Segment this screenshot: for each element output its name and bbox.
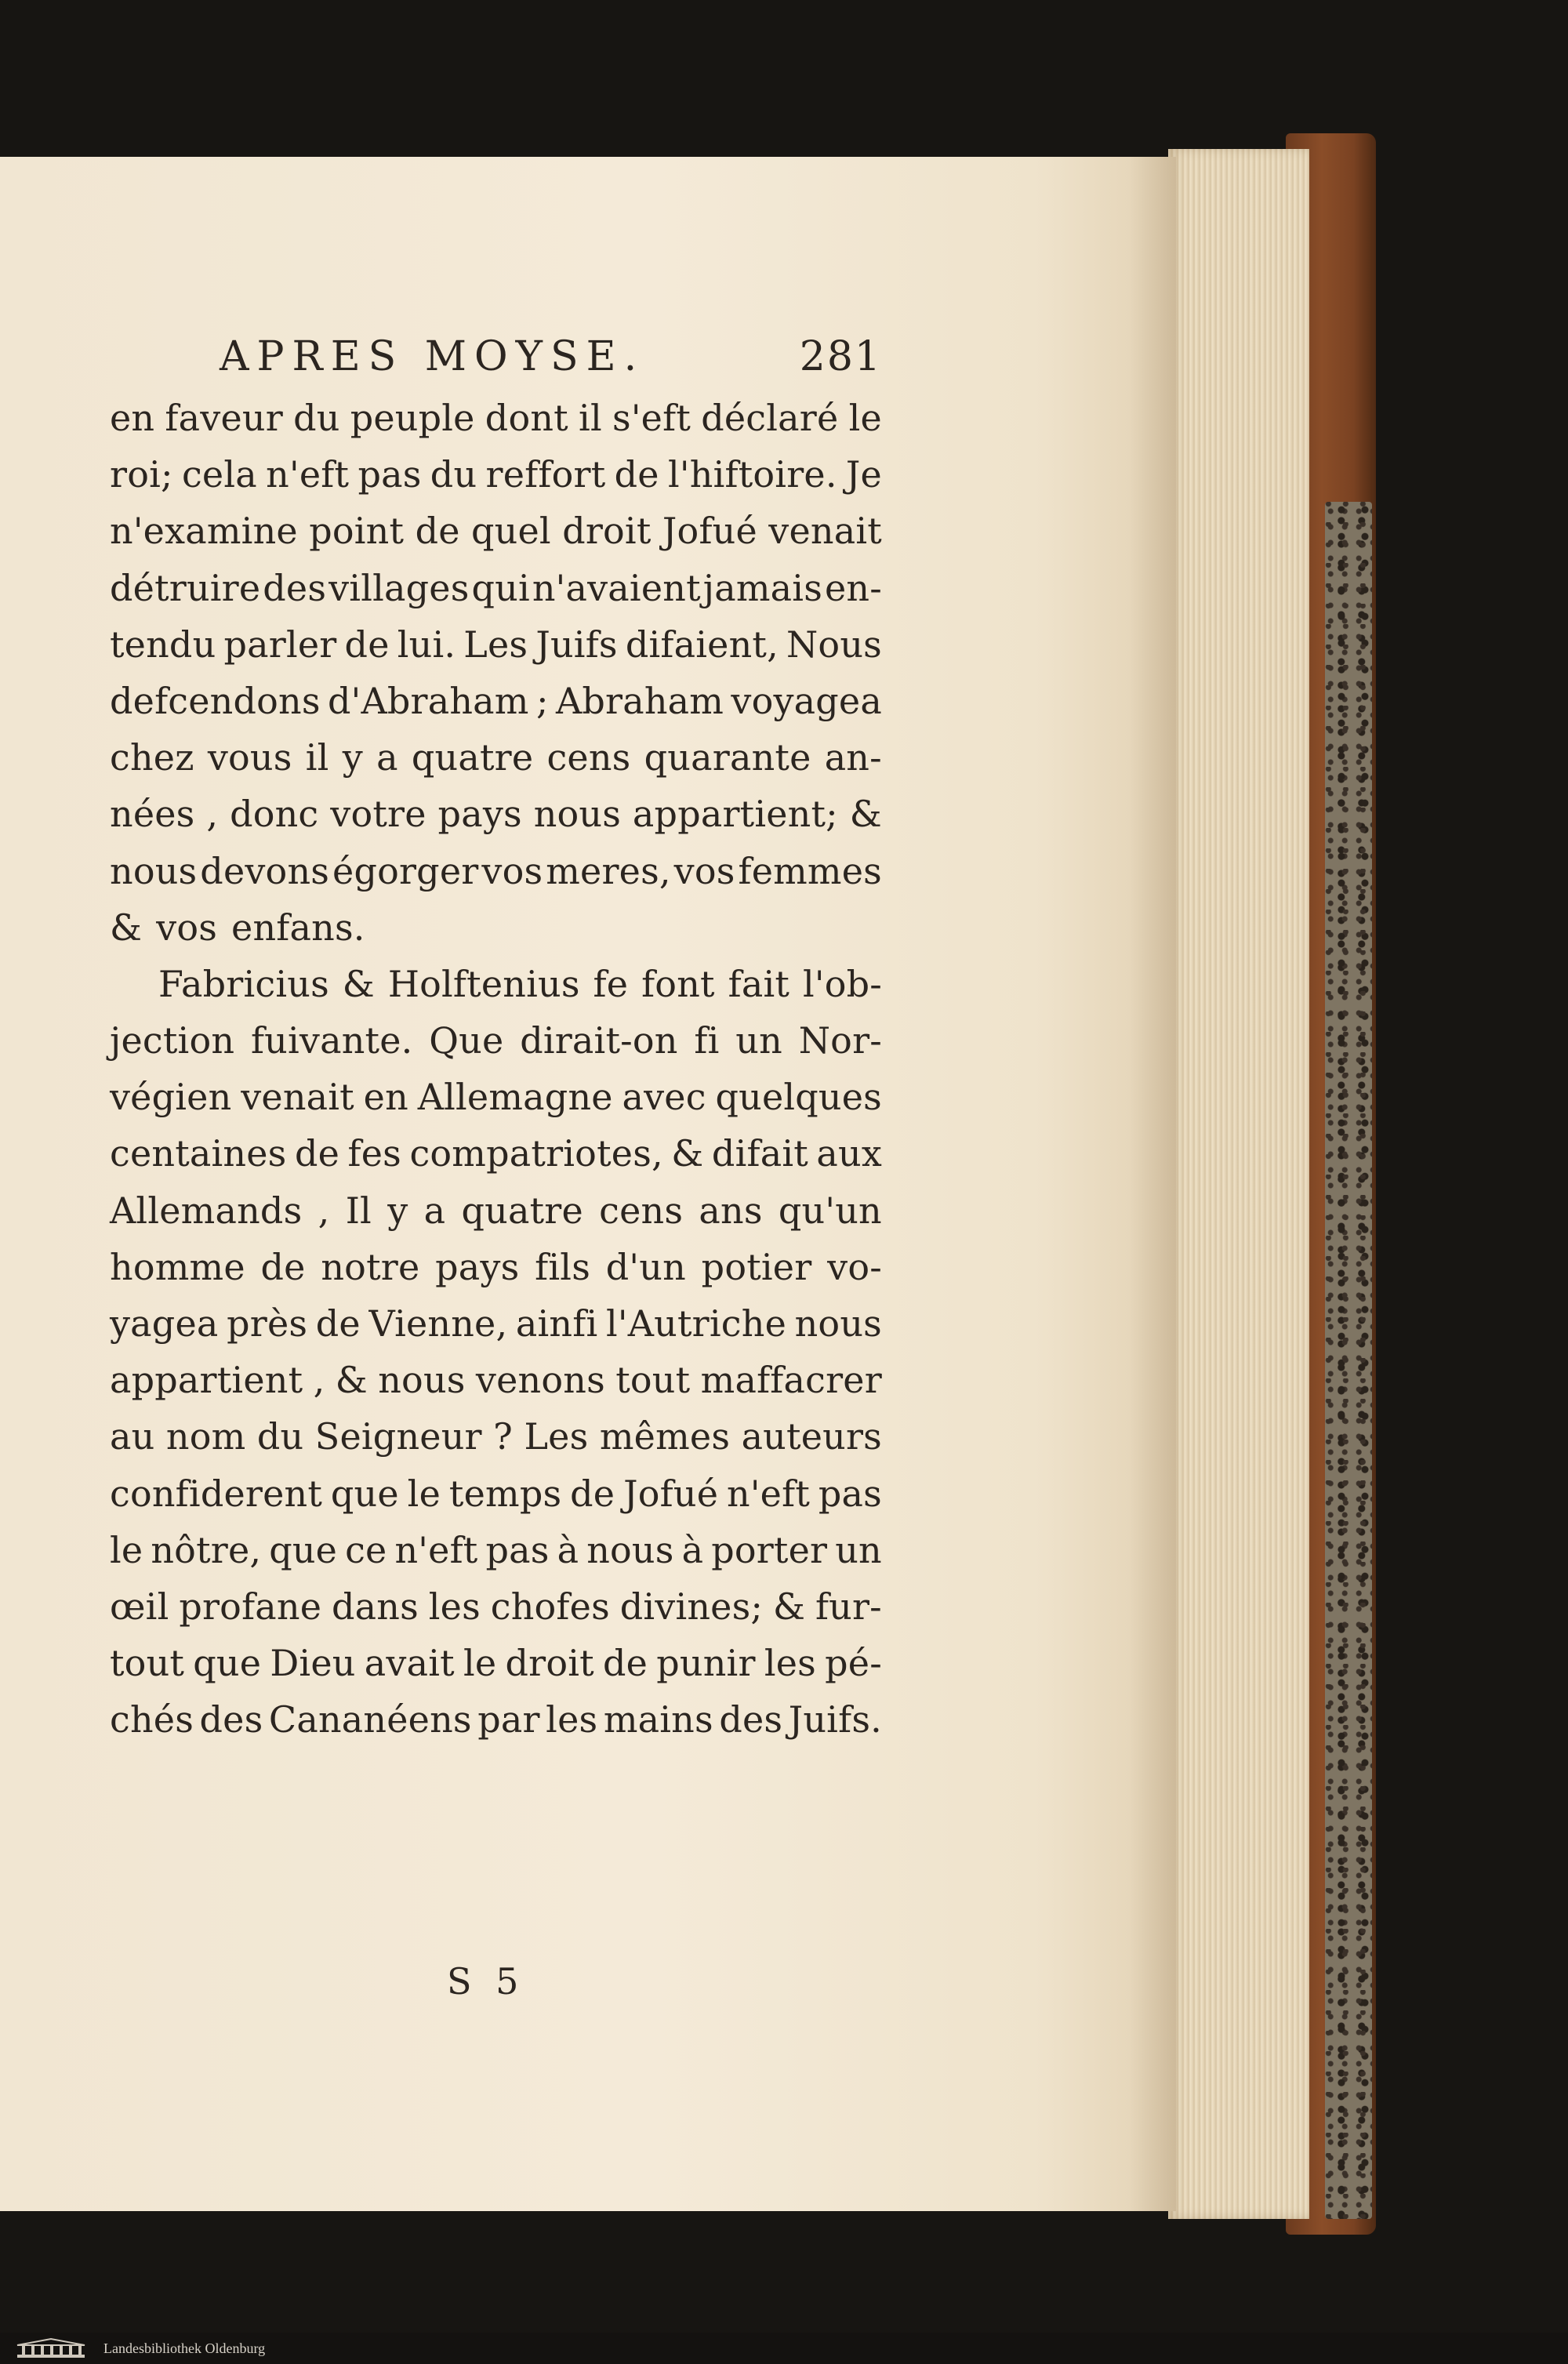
word: un bbox=[735, 1019, 782, 1062]
word: de bbox=[260, 1245, 306, 1288]
word: villages bbox=[328, 566, 470, 609]
word: qui bbox=[471, 566, 530, 609]
word: n'eft bbox=[266, 453, 350, 496]
word: reffort bbox=[485, 453, 606, 496]
word: an- bbox=[824, 736, 882, 779]
text-line bbox=[110, 1012, 882, 1069]
word: mêmes bbox=[599, 1415, 731, 1458]
text-line bbox=[110, 786, 882, 842]
word: Il bbox=[345, 1189, 372, 1232]
word: cens bbox=[546, 736, 631, 779]
word: de bbox=[603, 1642, 648, 1685]
word: a bbox=[376, 736, 398, 779]
word: de bbox=[344, 623, 390, 666]
word: Nous bbox=[786, 623, 882, 666]
word: auteurs bbox=[741, 1415, 882, 1458]
word: jection bbox=[110, 1019, 235, 1062]
word: le bbox=[848, 397, 882, 439]
word: Holftenius bbox=[387, 962, 580, 1005]
word: devons bbox=[200, 849, 330, 892]
word: cela bbox=[181, 453, 257, 496]
word: n'avaient bbox=[532, 566, 701, 609]
text-line bbox=[110, 560, 882, 616]
word: le bbox=[463, 1642, 497, 1685]
word: fi bbox=[694, 1019, 720, 1062]
word: punir bbox=[656, 1642, 756, 1685]
word: déclaré bbox=[701, 397, 839, 439]
word: quelques bbox=[715, 1076, 882, 1119]
word: quel bbox=[471, 510, 551, 553]
text-line bbox=[110, 1522, 882, 1578]
word: , bbox=[318, 1189, 330, 1232]
word: venait bbox=[241, 1076, 354, 1119]
word: faveur bbox=[165, 397, 283, 439]
word: dans bbox=[332, 1585, 419, 1628]
word: chofes bbox=[490, 1585, 610, 1628]
text-line bbox=[110, 446, 882, 503]
text-line bbox=[110, 673, 882, 729]
word: Allemands bbox=[110, 1189, 303, 1232]
word: près bbox=[227, 1302, 308, 1345]
word: profane bbox=[179, 1585, 322, 1628]
word: quatre bbox=[461, 1189, 583, 1232]
word: votre bbox=[330, 793, 426, 836]
word: de bbox=[614, 453, 659, 496]
text-line bbox=[110, 1295, 882, 1352]
word: Je bbox=[845, 453, 882, 496]
word: nom bbox=[165, 1415, 246, 1458]
word: & bbox=[342, 962, 375, 1005]
page-gutter-shadow bbox=[1129, 157, 1176, 2211]
word: divines; bbox=[619, 1585, 764, 1628]
word: végien bbox=[110, 1076, 232, 1119]
word: & bbox=[110, 906, 143, 949]
word: n'eft bbox=[727, 1472, 811, 1515]
word: au bbox=[110, 1415, 155, 1458]
word: des bbox=[199, 1698, 263, 1741]
text-line bbox=[110, 503, 882, 559]
word: n'eft bbox=[394, 1528, 478, 1571]
word: Les bbox=[524, 1415, 589, 1458]
word: Seigneur bbox=[314, 1415, 482, 1458]
library-logo-icon bbox=[16, 2337, 86, 2359]
signature-mark: S 5 bbox=[447, 1960, 525, 2003]
word: qu'un bbox=[778, 1189, 882, 1232]
word: nous bbox=[533, 793, 622, 836]
body-text bbox=[110, 390, 882, 1748]
word: confiderent bbox=[110, 1472, 323, 1515]
word: fait bbox=[728, 962, 790, 1005]
word: tendu bbox=[110, 623, 216, 666]
word: que bbox=[193, 1642, 262, 1685]
word: quatre bbox=[411, 736, 534, 779]
word: y bbox=[342, 736, 363, 779]
word: difaient, bbox=[625, 623, 779, 666]
word: & bbox=[772, 1585, 806, 1628]
word: Les bbox=[463, 623, 528, 666]
word: d'un bbox=[605, 1245, 686, 1288]
word: du bbox=[293, 397, 340, 439]
text-block bbox=[110, 325, 882, 1748]
word: en bbox=[363, 1076, 408, 1119]
word: détruire bbox=[110, 566, 261, 609]
word: un bbox=[835, 1528, 882, 1571]
word: venons bbox=[475, 1359, 605, 1402]
word: dont bbox=[485, 397, 568, 439]
word: a bbox=[423, 1189, 446, 1232]
word: pas bbox=[818, 1472, 882, 1515]
word: Cananéens bbox=[268, 1698, 472, 1741]
footer-bar bbox=[0, 2333, 1568, 2364]
word: à bbox=[557, 1528, 579, 1571]
word: nôtre, bbox=[151, 1528, 262, 1571]
running-head-title: APRES MOYSE. bbox=[220, 333, 645, 380]
word: s'eft bbox=[612, 397, 691, 439]
word: femmes bbox=[738, 849, 882, 892]
word: font bbox=[641, 962, 715, 1005]
word: compatriotes, bbox=[409, 1132, 663, 1175]
word: fuivante. bbox=[250, 1019, 413, 1062]
word: potier bbox=[701, 1245, 812, 1288]
book-page bbox=[0, 157, 1176, 2211]
word: venait bbox=[768, 510, 882, 553]
word: Nor- bbox=[798, 1019, 882, 1062]
word: y bbox=[387, 1189, 408, 1232]
text-line bbox=[110, 390, 882, 446]
word: donc bbox=[230, 793, 319, 836]
word: voyagea bbox=[731, 679, 882, 722]
word: vos bbox=[481, 849, 543, 892]
word: l'Autriche bbox=[605, 1302, 786, 1345]
word: de bbox=[294, 1132, 340, 1175]
word: Jofué bbox=[662, 510, 757, 553]
word: porter bbox=[711, 1528, 828, 1571]
word: nées bbox=[110, 793, 195, 836]
word: enfans. bbox=[231, 906, 365, 949]
word: pays bbox=[437, 793, 522, 836]
word: , bbox=[313, 1359, 325, 1402]
word: les bbox=[546, 1698, 598, 1741]
word: ? bbox=[493, 1415, 514, 1458]
word: les bbox=[428, 1585, 481, 1628]
word: roi; bbox=[110, 453, 173, 496]
word: Abraham bbox=[555, 679, 724, 722]
word: de bbox=[315, 1302, 361, 1345]
text-line bbox=[110, 1069, 882, 1125]
word: chez bbox=[110, 736, 194, 779]
text-line bbox=[110, 899, 882, 956]
word: fils bbox=[535, 1245, 591, 1288]
word: en- bbox=[824, 566, 882, 609]
word: du bbox=[430, 453, 477, 496]
word: des bbox=[719, 1698, 783, 1741]
word: nous bbox=[586, 1528, 674, 1571]
word: meres, bbox=[546, 849, 671, 892]
word: droit bbox=[562, 510, 652, 553]
word: vo- bbox=[827, 1245, 882, 1288]
word: l'ob- bbox=[802, 962, 882, 1005]
word: & bbox=[849, 793, 882, 836]
word: Jofué bbox=[623, 1472, 719, 1515]
word: point bbox=[309, 510, 405, 553]
word: en bbox=[110, 397, 155, 439]
word: ans bbox=[699, 1189, 763, 1232]
word: dirait-on bbox=[520, 1019, 678, 1062]
word: quarante bbox=[644, 736, 811, 779]
word: lui. bbox=[397, 623, 456, 666]
word: Que bbox=[429, 1019, 504, 1062]
word: temps bbox=[448, 1472, 562, 1515]
word: difait bbox=[711, 1132, 808, 1175]
text-line bbox=[110, 956, 882, 1012]
word: fes bbox=[347, 1132, 401, 1175]
word: homme bbox=[110, 1245, 245, 1288]
marbled-board bbox=[1325, 502, 1372, 2219]
word: ce bbox=[345, 1528, 387, 1571]
word: & bbox=[671, 1132, 704, 1175]
word: le bbox=[407, 1472, 441, 1515]
word: du bbox=[256, 1415, 304, 1458]
word: fur- bbox=[815, 1585, 882, 1628]
word: il bbox=[579, 397, 602, 439]
word: n'examine bbox=[110, 510, 298, 553]
word: ; bbox=[535, 679, 549, 722]
word: par bbox=[477, 1698, 540, 1741]
word: droit bbox=[505, 1642, 594, 1685]
word: notre bbox=[321, 1245, 420, 1288]
word: vous bbox=[207, 736, 292, 779]
text-line bbox=[110, 729, 882, 786]
word: à bbox=[681, 1528, 704, 1571]
word: pas bbox=[485, 1528, 550, 1571]
word: parler bbox=[223, 623, 337, 666]
text-line bbox=[110, 1578, 882, 1635]
text-line bbox=[110, 1239, 882, 1295]
word: fe bbox=[593, 962, 629, 1005]
word: d'Abraham bbox=[327, 679, 529, 722]
page-edges bbox=[1168, 149, 1309, 2219]
word: & bbox=[335, 1359, 368, 1402]
text-line bbox=[110, 1635, 882, 1691]
word: defcendons bbox=[110, 679, 321, 722]
word: Juifs bbox=[535, 623, 618, 666]
word: appartient; bbox=[632, 793, 838, 836]
word: peuple bbox=[350, 397, 475, 439]
word: vos bbox=[673, 849, 735, 892]
word: pas bbox=[358, 453, 422, 496]
word: de bbox=[570, 1472, 615, 1515]
word: que bbox=[269, 1528, 338, 1571]
text-line bbox=[110, 1352, 882, 1408]
word: pays bbox=[435, 1245, 520, 1288]
word: de bbox=[415, 510, 460, 553]
running-head bbox=[110, 325, 882, 388]
word: il bbox=[305, 736, 329, 779]
word: égorger bbox=[332, 849, 479, 892]
word: maffacrer bbox=[700, 1359, 882, 1402]
word: centaines bbox=[110, 1132, 287, 1175]
word: cens bbox=[599, 1189, 684, 1232]
word: ainfi bbox=[515, 1302, 598, 1345]
word: Allemagne bbox=[417, 1076, 613, 1119]
word: mains bbox=[603, 1698, 713, 1741]
word: nous bbox=[378, 1359, 466, 1402]
word: chés bbox=[110, 1698, 194, 1741]
text-line bbox=[110, 843, 882, 899]
word: Fabricius bbox=[158, 962, 329, 1005]
word: , bbox=[206, 793, 219, 836]
text-line bbox=[110, 616, 882, 673]
word: jamais bbox=[702, 566, 822, 609]
text-line bbox=[110, 1691, 882, 1748]
word: Dieu bbox=[270, 1642, 356, 1685]
word: nous bbox=[110, 849, 198, 892]
word: pé- bbox=[825, 1642, 882, 1685]
word: Juifs. bbox=[788, 1698, 882, 1741]
word: des bbox=[263, 566, 327, 609]
text-line bbox=[110, 1182, 882, 1239]
word: avait bbox=[364, 1642, 455, 1685]
word: vos bbox=[156, 906, 218, 949]
word: tout bbox=[615, 1359, 691, 1402]
word: les bbox=[764, 1642, 816, 1685]
word: tout bbox=[110, 1642, 185, 1685]
word: yagea bbox=[110, 1302, 219, 1345]
page-number: 281 bbox=[799, 333, 882, 380]
word: que bbox=[330, 1472, 399, 1515]
word: œil bbox=[110, 1585, 169, 1628]
word: l'hiftoire. bbox=[668, 453, 837, 496]
footer-label: Landesbibliothek Oldenburg bbox=[103, 2340, 266, 2356]
word: avec bbox=[622, 1076, 706, 1119]
word: appartient bbox=[110, 1359, 303, 1402]
text-line bbox=[110, 1408, 882, 1465]
word: Vienne, bbox=[368, 1302, 508, 1345]
text-line bbox=[110, 1465, 882, 1522]
text-line bbox=[110, 1125, 882, 1182]
word: le bbox=[110, 1528, 143, 1571]
word: nous bbox=[794, 1302, 882, 1345]
word: aux bbox=[816, 1132, 882, 1175]
